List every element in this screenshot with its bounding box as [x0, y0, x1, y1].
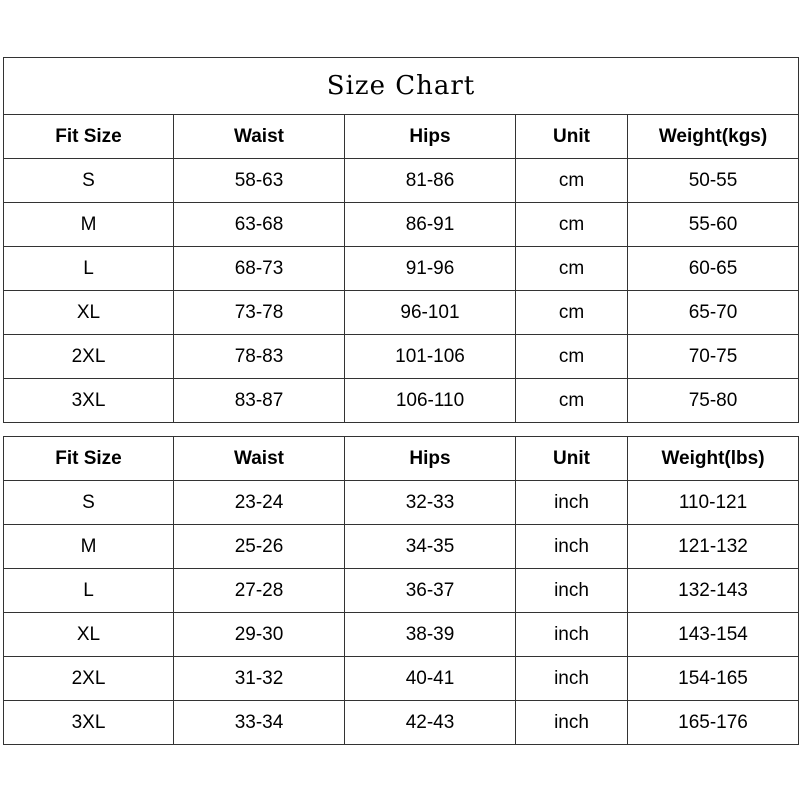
- table-cell: 34-35: [345, 525, 516, 569]
- column-header: Waist: [174, 437, 345, 481]
- table-row: [4, 379, 799, 423]
- table-cell: 101-106: [345, 335, 516, 379]
- table-cell: inch: [516, 569, 628, 613]
- table-cell: M: [4, 525, 174, 569]
- table-cell: 106-110: [345, 379, 516, 423]
- table-cell: 132-143: [628, 569, 799, 613]
- table-cell: 165-176: [628, 701, 799, 745]
- table-cell: 50-55: [628, 159, 799, 203]
- title-row: [4, 58, 799, 115]
- table-cell: 81-86: [345, 159, 516, 203]
- table-cell: 31-32: [174, 657, 345, 701]
- table-cell: L: [4, 247, 174, 291]
- table-cell: 75-80: [628, 379, 799, 423]
- table-cell: inch: [516, 701, 628, 745]
- table-cell: 73-78: [174, 291, 345, 335]
- header-row: [4, 115, 799, 159]
- table-cell: 110-121: [628, 481, 799, 525]
- table-row: [4, 159, 799, 203]
- table-cell: 27-28: [174, 569, 345, 613]
- table-cell: cm: [516, 159, 628, 203]
- column-header: Hips: [345, 437, 516, 481]
- table-cell: cm: [516, 335, 628, 379]
- table-cell: inch: [516, 657, 628, 701]
- table-cell: 78-83: [174, 335, 345, 379]
- table-cell: inch: [516, 613, 628, 657]
- table-cell: 63-68: [174, 203, 345, 247]
- header-row: [4, 437, 799, 481]
- table-cell: 38-39: [345, 613, 516, 657]
- table-cell: 65-70: [628, 291, 799, 335]
- table-cell: XL: [4, 291, 174, 335]
- size-chart-title: Size Chart: [4, 58, 799, 115]
- table-cell: 91-96: [345, 247, 516, 291]
- table-cell: cm: [516, 247, 628, 291]
- table-cell: 33-34: [174, 701, 345, 745]
- table-cell: M: [4, 203, 174, 247]
- imperial-size-table: [3, 436, 799, 745]
- column-header: Unit: [516, 115, 628, 159]
- table-cell: 32-33: [345, 481, 516, 525]
- table-row: [4, 203, 799, 247]
- table-cell: 29-30: [174, 613, 345, 657]
- column-header: Weight(kgs): [628, 115, 799, 159]
- table-row: [4, 657, 799, 701]
- column-header: Hips: [345, 115, 516, 159]
- table-cell: inch: [516, 525, 628, 569]
- table-cell: S: [4, 481, 174, 525]
- table-cell: 60-65: [628, 247, 799, 291]
- table-cell: 36-37: [345, 569, 516, 613]
- table-cell: 121-132: [628, 525, 799, 569]
- table-cell: 3XL: [4, 379, 174, 423]
- table-cell: cm: [516, 379, 628, 423]
- column-header: Weight(lbs): [628, 437, 799, 481]
- table-row: [4, 291, 799, 335]
- table-cell: 96-101: [345, 291, 516, 335]
- table-cell: 40-41: [345, 657, 516, 701]
- column-header: Unit: [516, 437, 628, 481]
- table-cell: 68-73: [174, 247, 345, 291]
- table-row: [4, 701, 799, 745]
- table-row: [4, 335, 799, 379]
- table-cell: inch: [516, 481, 628, 525]
- table-cell: 2XL: [4, 657, 174, 701]
- table-cell: 154-165: [628, 657, 799, 701]
- table-cell: 3XL: [4, 701, 174, 745]
- table-cell: L: [4, 569, 174, 613]
- table-row: [4, 247, 799, 291]
- table-row: [4, 569, 799, 613]
- table-cell: 86-91: [345, 203, 516, 247]
- table-cell: S: [4, 159, 174, 203]
- column-header: Fit Size: [4, 115, 174, 159]
- table-cell: 23-24: [174, 481, 345, 525]
- table-cell: 25-26: [174, 525, 345, 569]
- table-row: [4, 481, 799, 525]
- table-cell: 55-60: [628, 203, 799, 247]
- table-cell: 42-43: [345, 701, 516, 745]
- column-header: Fit Size: [4, 437, 174, 481]
- table-cell: 83-87: [174, 379, 345, 423]
- table-cell: 58-63: [174, 159, 345, 203]
- table-row: [4, 525, 799, 569]
- table-cell: XL: [4, 613, 174, 657]
- table-cell: 143-154: [628, 613, 799, 657]
- metric-size-table: [3, 57, 799, 423]
- table-row: [4, 613, 799, 657]
- table-cell: cm: [516, 203, 628, 247]
- column-header: Waist: [174, 115, 345, 159]
- table-cell: cm: [516, 291, 628, 335]
- table-cell: 2XL: [4, 335, 174, 379]
- table-cell: 70-75: [628, 335, 799, 379]
